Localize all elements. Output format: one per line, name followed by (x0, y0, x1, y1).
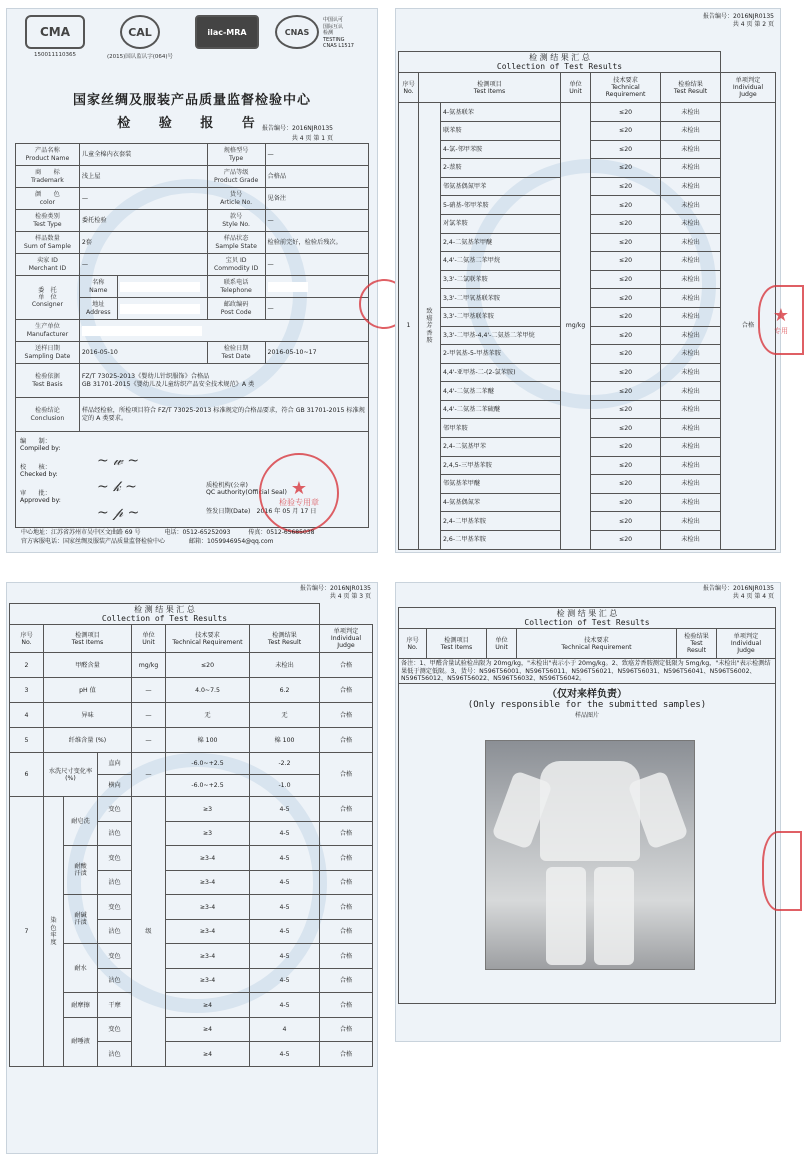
consigner-address-redacted (117, 298, 207, 320)
requirement: ≤20 (591, 307, 661, 326)
result: 未检出 (661, 252, 721, 271)
shirt-image (540, 761, 640, 861)
table-row: 耐碱 汗渍 变色 ≥3-4 4-5 合格 (10, 895, 373, 920)
requirement: ≤20 (591, 456, 661, 475)
table-row: 沾色 ≥3-4 4-5 合格 (10, 919, 373, 944)
cnas-note: 中国认可 国际互认 检测 TESTING CNAS L1517 (323, 17, 354, 49)
requirement: ≤20 (591, 121, 661, 140)
requirement: ≤20 (591, 103, 661, 122)
result: 未检出 (661, 214, 721, 233)
result: 未检出 (661, 159, 721, 178)
result: 未检出 (661, 382, 721, 401)
result: 未检出 (661, 196, 721, 215)
requirement: ≤20 (591, 512, 661, 531)
requirement: ≤20 (591, 159, 661, 178)
requirement: ≤20 (591, 252, 661, 271)
page-header: 报告编号：2016NJR0135 共 4 页 第 3 页 (300, 585, 371, 600)
requirement: ≤20 (591, 233, 661, 252)
certification-logos (17, 15, 367, 75)
table-row: 沾色 ≥4 4-5 合格 (10, 1042, 373, 1067)
result: 未检出 (661, 270, 721, 289)
test-results-table: 检 测 结 果 汇 总 Collection of Test Results 序号 No. 检测项目 Test Items 单位 Unit 技术要求 Technical Requirement 检测结果 Test Result 单项判定 Individual Judge 2 甲醛含量 mg/kg ≤20 未检出 合格 3 pH 值 — 4.0~7.5 6.2 合格 4 异味 — 无 无 合格 5 纤维含量 (%) — 棉 100 棉 100 合格 6 水洗尺寸变化率(%) 直向 — -6.0~+2.5 -2.2 合格 横向 -6.0~+2.5 -1.0 7 染 色 牢 度 耐皂洗 变色 级 ≥3 4-5 合格 沾色 ≥3 4-5 合格 耐酸 汗渍 变色 ≥3-4 4-5 合格 沾色 ≥3-4 4-5 合格 耐碱 汗渍 变色 ≥3-4 4-5 合格 沾色 ≥3-4 4-5 合格 耐水 变色 ≥3-4 4-5 合格 沾色 ≥3-4 4-5 合格 耐摩擦 干摩 ≥4 4-5 合格 耐唾液 变色 ≥4 4 合格 沾色 ≥4 4-5 合格 (9, 603, 373, 1067)
test-item: 2,4-二氨基甲苯 (441, 438, 561, 457)
report-page-2 (395, 8, 790, 553)
test-item: 2,4-二氨基苯甲醚 (441, 233, 561, 252)
result: 未检出 (661, 400, 721, 419)
test-item: 4,4'-亚甲基-二-(2-氯苯胺) (441, 363, 561, 382)
test-item: 2,4-二甲基苯胺 (441, 512, 561, 531)
requirement: ≤20 (591, 400, 661, 419)
report-title: 检 验 报 告 (117, 116, 267, 131)
test-item: 4,4'-二氨基二苯硫醚 (441, 400, 561, 419)
table-row: 沾色 ≥3-4 4-5 合格 (10, 870, 373, 895)
requirement: ≤20 (591, 140, 661, 159)
result: 未检出 (661, 493, 721, 512)
table-row: 耐水 变色 ≥3-4 4-5 合格 (10, 944, 373, 969)
approver-signature: ~ 𝓅 ~ (97, 505, 140, 521)
test-item: 4,4'-二氨基二苯醚 (441, 382, 561, 401)
ilac-mra-logo: ilac-MRA (195, 15, 259, 49)
test-item: 邻氨基偶氮甲苯 (441, 177, 561, 196)
requirement: ≤20 (591, 493, 661, 512)
page-footer: 中心地址：江苏省苏州市吴中区文曲路 69 号 电话：0512-65252093 传真：0512-65685038 官方客服电话：国家丝绸及服装产品质量监督检验中心 邮箱：1059946954@qq.com (21, 529, 315, 545)
pants-leg-left (546, 867, 586, 965)
test-item: 2-甲氧基-5-甲基苯胺 (441, 345, 561, 364)
aromatic-amine-results-table: 检 测 结 果 汇 总 Collection of Test Results 序号 No. 检测项目 Test Items 单位 Unit 技术要求 Technical Requirement 检验结果 Test Result 单项判定 Individual Judge 1 致 癌 芳 香 胺 4-氨基联苯 mg/kg ≤20 未检出 合格 联苯胺 ≤20 未检出 4-氯-邻甲苯胺 ≤20 未检出 2-萘胺 ≤20 未检出 邻氨基偶氮甲苯 ≤20 未检出 5-硝基-邻甲苯胺 ≤20 未检出 对氯苯胺 ≤20 未检出 2,4-二氨基苯甲醚 ≤20 未检出 4,4'-二氨基二苯甲烷 ≤20 未检出 3,3'-二氯联苯胺 ≤20 未检出 3,3'-二甲氧基联苯胺 ≤20 未检出 3,3'-二甲基联苯胺 ≤20 未检出 3,3'-二甲基-4,4'-二氨基二苯甲烷 ≤20 未检出 2-甲氧基-5-甲基苯胺 ≤20 未检出 4,4'-亚甲基-二-(2-氯苯胺) ≤20 未检出 4,4'-二氨基二苯醚 ≤20 未检出 4,4'-二氨基二苯硫醚 ≤20 未检出 邻甲苯胺 ≤20 未检出 2,4-二氨基甲苯 ≤20 未检出 2,4,5-三甲基苯胺 ≤20 未检出 邻氨基苯甲醚 ≤20 未检出 4-氨基偶氮苯 ≤20 未检出 2,4-二甲基苯胺 ≤20 未检出 2,6-二甲基苯胺 ≤20 未检出 (398, 51, 776, 550)
test-item: 联苯胺 (441, 121, 561, 140)
table-row: 沾色 ≥3 4-5 合格 (10, 821, 373, 846)
table-row: 5 纤维含量 (%) — 棉 100 棉 100 合格 (10, 728, 373, 753)
result: 未检出 (661, 121, 721, 140)
sample-photo (485, 740, 695, 970)
table-row: 3 pH 值 — 4.0~7.5 6.2 合格 (10, 678, 373, 703)
table-row: 2 甲醛含量 mg/kg ≤20 未检出 合格 (10, 653, 373, 678)
requirement: ≤20 (591, 289, 661, 308)
test-item: 4,4'-二氨基二苯甲烷 (441, 252, 561, 271)
result: 未检出 (661, 345, 721, 364)
test-item: 邻氨基苯甲醚 (441, 475, 561, 494)
requirement: ≤20 (591, 196, 661, 215)
test-item: 4-氯-邻甲苯胺 (441, 140, 561, 159)
table-title: 检 测 结 果 汇 总 Collection of Test Results (10, 604, 320, 625)
table-title: 检 测 结 果 汇 总 Collection of Test Results (399, 52, 721, 73)
notes: 备注：1、甲醛含量试验检出限为 20mg/kg，"未检出"表示小于 20mg/kg。2、致癌芳香胺测定低限为 5mg/kg，"未检出"表示检测结果低于测定低限。3、货号：N596T56001、N596T56011、N596T56021、N596T56031、N596T56041、N596T56002、N596T56012、N596T56022、N596T56032、N596T56042。 (399, 659, 776, 683)
table-row: 6 水洗尺寸变化率(%) 直向 — -6.0~+2.5 -2.2 合格 (10, 753, 373, 775)
table-row: 7 染 色 牢 度 耐皂洗 变色 级 ≥3 4-5 合格 (10, 797, 373, 822)
official-seal: ★ 检验专用章 (259, 453, 339, 533)
test-item: 5-硝基-邻甲苯胺 (441, 196, 561, 215)
sample-photo-cell: （仅对来样负责） (Only responsible for the submitted samples) 样品图片 (399, 683, 776, 1003)
result: 未检出 (661, 233, 721, 252)
summary-table: 检 测 结 果 汇 总 Collection of Test Results 序号 No. 检测项目 Test Items 单位 Unit 技术要求 Technical Requirement 检验结果 Test Result 单项判定 Individual Judge 备注：1、甲醛含量试验检出限为 20mg/kg，"未检出"表示小于 20mg/kg。2、致癌芳香胺测定低限为 5mg/kg，"未检出"表示检测结果低于测定低限。3、货号：N596T56001、N596T56011、N596T56021、N596T56031、N596T56041、N596T56002、N596T56012、N596T56022、N596T56032、N596T56042。 （仅对来样负责） (Only responsible for the submitted samples) 样品图片 (398, 607, 776, 1004)
cnas-logo: CNAS (275, 15, 319, 49)
result: 未检出 (661, 307, 721, 326)
result: 未检出 (661, 177, 721, 196)
pants-leg-right (594, 867, 634, 965)
report-info-table: 产品名称 Product Name 儿童全棉内衣套装 规格型号 Type — 商 标 Trademark 浅上屋 产品等级 Product Grade 合格品 颜 色 color — 货号 Article No. 见备注 检验类别 Test Type 委托检验 款号 Style No. — 样品数量 Sum of Sample 2套 样品状态 Sample State 检验前完好，检验后残次。 卖家 ID Merchant ID — 宝贝 ID Commodity ID — 委 托 单 位 Consigner 名称 Name 联系电话 Telephone 地址 Address 邮政编码 Post Code — 生产单位 Manufacturer 送样日期 Sampling Date 2016-05-10 检验日期 Test Date 2016-05-10~17 检验依据 Test Basis FZ/T 73025-2013《婴幼儿针织服饰》合格品 GB 31701-2015《婴幼儿及儿童纺织产品安全技术规范》A 类 检验结论 Conclusion 样品经检验，所检项目符合 FZ/T 73025-2013 标准规定的合格品要求，符合 GB 31701-2015 标准规定的 A 类要求。 编 制： Compiled by: 校 核： Checked by: 审 批： Approved by: 质检机构(公章) QC authority(Official Seal) 签发日期(Date) 2016 年 05 月 17 日 (15, 143, 369, 528)
report-page-4 (395, 582, 781, 1042)
test-item: 3,3'-二甲基-4,4'-二氨基二苯甲烷 (441, 326, 561, 345)
table-title: 检 测 结 果 汇 总 Collection of Test Results (399, 608, 776, 629)
test-item: 2,4,5-三甲基苯胺 (441, 456, 561, 475)
result: 未检出 (661, 438, 721, 457)
requirement: ≤20 (591, 345, 661, 364)
table-row: 耐酸 汗渍 变色 ≥3-4 4-5 合格 (10, 846, 373, 871)
requirement: ≤20 (591, 438, 661, 457)
table-row: 耐摩擦 干摩 ≥4 4-5 合格 (10, 993, 373, 1018)
report-page-3 (6, 582, 378, 1154)
requirement: ≤20 (591, 326, 661, 345)
result: 未检出 (661, 326, 721, 345)
side-seal-4 (762, 831, 802, 911)
page-header: 报告编号：2016NJR0135 共 4 页 第 4 页 (703, 585, 774, 600)
requirement: ≤20 (591, 531, 661, 550)
cal-logo: CAL (2015)国认监认字(064)号 (105, 15, 175, 60)
test-item: 2-萘胺 (441, 159, 561, 178)
side-seal-2: ★ 专用 (758, 285, 804, 355)
result: 未检出 (661, 512, 721, 531)
table-row: 4 异味 — 无 无 合格 (10, 703, 373, 728)
test-item: 对氯苯胺 (441, 214, 561, 233)
consigner-tel-redacted (265, 276, 368, 298)
requirement: ≤20 (591, 270, 661, 289)
test-item: 邻甲苯胺 (441, 419, 561, 438)
table-row: 1 致 癌 芳 香 胺 4-氨基联苯 mg/kg ≤20 未检出 合格 (399, 103, 776, 122)
page-info: 共 4 页 第 1 页 (291, 135, 333, 142)
test-item: 3,3'-二甲基联苯胺 (441, 307, 561, 326)
cma-logo: CMA 150011110365 (25, 15, 85, 58)
table-row: 耐唾液 变色 ≥4 4 合格 (10, 1017, 373, 1042)
center-name: 国家丝绸及服装产品质量监督检验中心 (72, 93, 311, 108)
result: 未检出 (661, 363, 721, 382)
table-row: 沾色 ≥3-4 4-5 合格 (10, 968, 373, 993)
test-item: 2,6-二甲基苯胺 (441, 531, 561, 550)
compiler-signature: ~ 𝓌 ~ (97, 453, 140, 469)
manufacturer-redacted (79, 320, 368, 342)
report-number: 报告编号：2016NJR0135 (262, 125, 333, 132)
test-item: 3,3'-二甲氧基联苯胺 (441, 289, 561, 308)
test-item: 4-氨基偶氮苯 (441, 493, 561, 512)
page-header: 报告编号：2016NJR0135 共 4 页 第 2 页 (703, 13, 774, 28)
requirement: ≤20 (591, 475, 661, 494)
result: 未检出 (661, 475, 721, 494)
result: 未检出 (661, 419, 721, 438)
requirement: ≤20 (591, 363, 661, 382)
requirement: ≤20 (591, 177, 661, 196)
result: 未检出 (661, 456, 721, 475)
signature-block: 编 制： Compiled by: 校 核： Checked by: 审 批： Approved by: 质检机构(公章) QC authority(Official Seal) 签发日期(Date) 2016 年 05 月 17 日 (16, 432, 369, 528)
consigner-name-redacted (117, 276, 207, 298)
report-page-1 (6, 8, 378, 553)
requirement: ≤20 (591, 214, 661, 233)
checker-signature: ~ 𝓀 ~ (97, 479, 137, 495)
requirement: ≤20 (591, 382, 661, 401)
result: 未检出 (661, 289, 721, 308)
result: 未检出 (661, 103, 721, 122)
requirement: ≤20 (591, 419, 661, 438)
result: 未检出 (661, 531, 721, 550)
test-item: 4-氨基联苯 (441, 103, 561, 122)
result: 未检出 (661, 140, 721, 159)
test-item: 3,3'-二氯联苯胺 (441, 270, 561, 289)
table-row: 横向 -6.0~+2.5 -1.0 (10, 775, 373, 797)
